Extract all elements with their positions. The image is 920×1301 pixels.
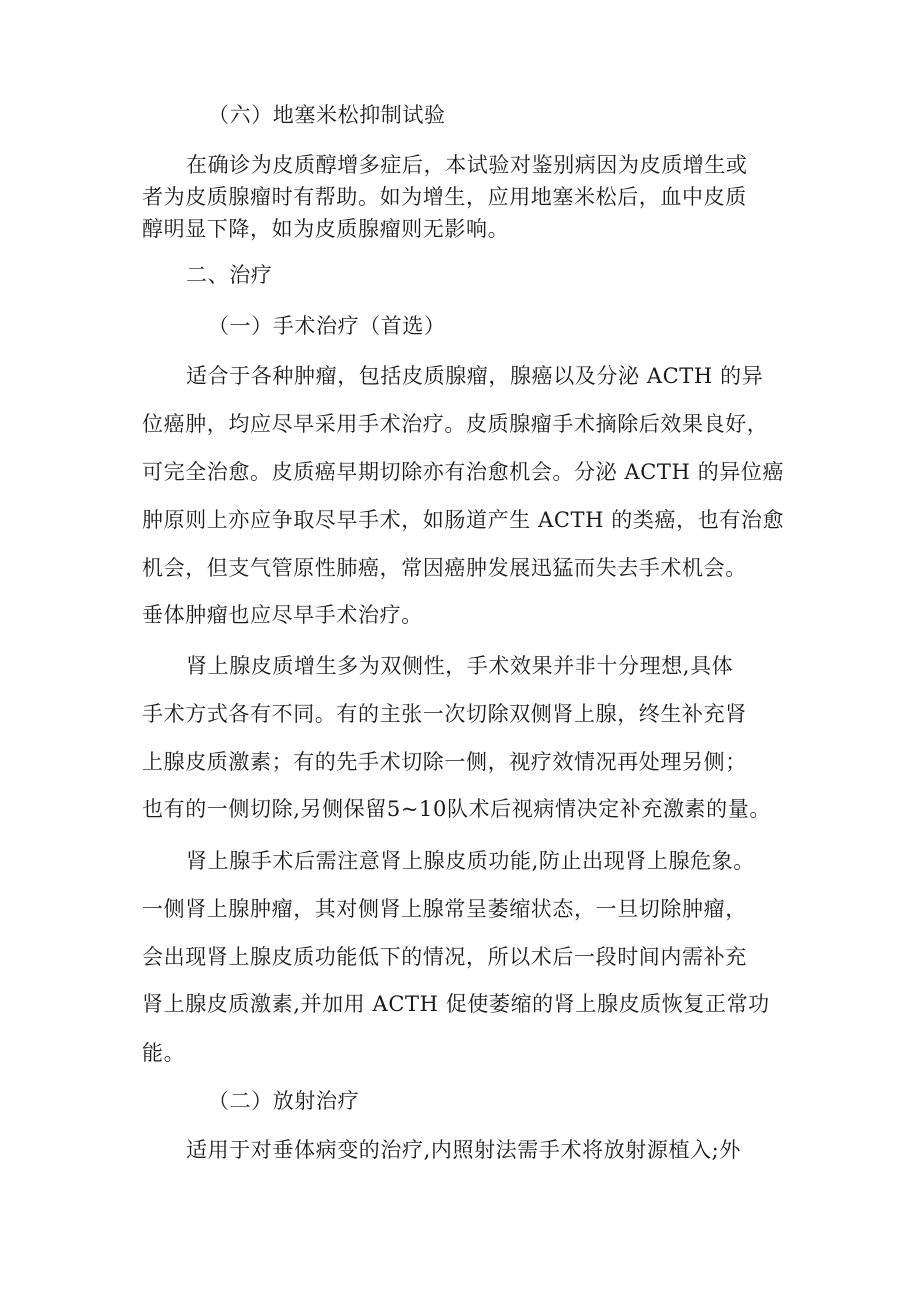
subsection-heading-radiation: （二）放射治疗 [208, 1089, 360, 1113]
paragraph-line: 垂体肿瘤也应尽早手术治疗。 [142, 603, 423, 627]
paragraph-line: 一侧肾上腺肿瘤，其对侧肾上腺常呈萎缩状态，一旦切除肿瘤， [142, 897, 747, 921]
paragraph-line: 者为皮质腺瘤时有帮助。如为增生，应用地塞米松后，血中皮质 [142, 185, 747, 209]
paragraph-line: 会出现肾上腺皮质功能低下的情况，所以术后一段时间内需补充 [142, 945, 747, 969]
paragraph-line: 醇明显下降，如为皮质腺瘤则无影响。 [142, 217, 510, 241]
paragraph-line: 肾上腺皮质增生多为双侧性，手术效果并非十分理想,具体 [186, 654, 734, 678]
paragraph-line: 在确诊为皮质醇增多症后，本试验对鉴别病因为皮质增生或 [186, 153, 748, 177]
paragraph-line: 上腺皮质激素；有的先手术切除一侧，视疗效情况再处理另侧； [142, 750, 747, 774]
paragraph-line: 肾上腺皮质激素,并加用 ACTH 促使萎缩的肾上腺皮质恢复正常功 [142, 992, 770, 1016]
section-heading-treatment: 二、治疗 [186, 263, 273, 287]
paragraph-line: 肿原则上亦应争取尽早手术，如肠道产生 ACTH 的类癌，也有治愈 [142, 508, 785, 532]
subsection-heading-surgery: （一）手术治疗（首选） [208, 314, 446, 338]
paragraph-line: 可完全治愈。皮质癌早期切除亦有治愈机会。分泌 ACTH 的异位癌 [142, 460, 785, 484]
paragraph-line: 机会，但支气管原性肺癌，常因癌肿发展迅猛而失去手术机会。 [142, 556, 747, 580]
paragraph-line: 手术方式各有不同。有的主张一次切除双侧肾上腺，终生补充肾 [142, 702, 747, 726]
paragraph-line: 肾上腺手术后需注意肾上腺皮质功能,防止出现肾上腺危象。 [186, 849, 755, 873]
section-heading-dexamethasone-test: （六）地塞米松抑制试验 [208, 103, 446, 127]
paragraph-line: 能。 [142, 1041, 186, 1065]
paragraph-line: 适合于各种肿瘤，包括皮质腺瘤，腺癌以及分泌 ACTH 的异 [186, 364, 764, 388]
paragraph-line: 也有的一侧切除,另侧保留5~10队术后视病情决定补充激素的量。 [142, 797, 771, 821]
paragraph-line: 适用于对垂体病变的治疗,内照射法需手术将放射源植入;外 [186, 1138, 741, 1162]
paragraph-line: 位癌肿，均应尽早采用手术治疗。皮质腺瘤手术摘除后效果良好， [142, 412, 769, 436]
